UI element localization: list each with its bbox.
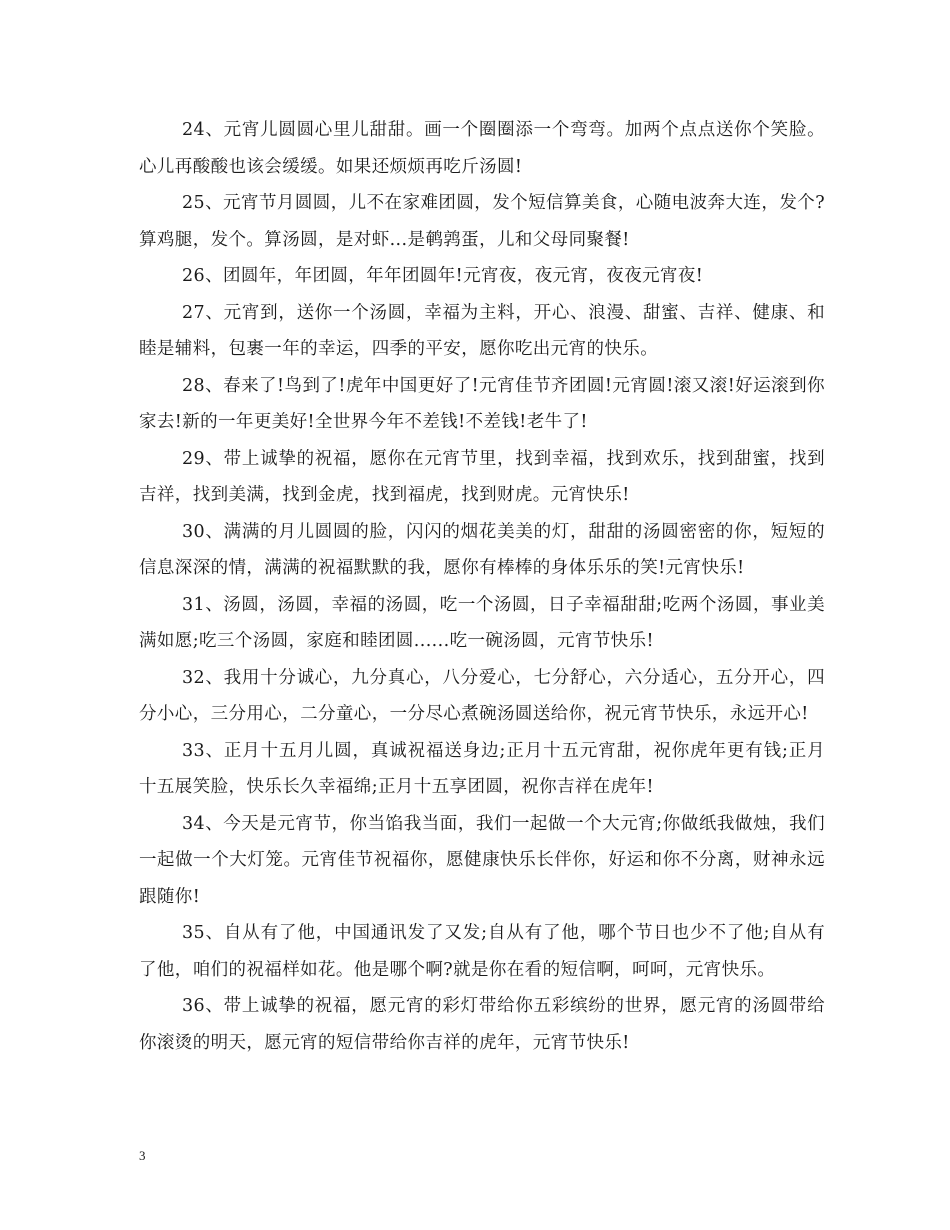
paragraph-35: 35、自从有了他，中国通讯发了又发;自从有了他，哪个节日也少不了他;自从有了他，咱们的祝福样如花。他是哪个啊?就是你在看的短信啊，呵呵，元宵快乐。 [139,923,825,980]
paragraph-36: 36、带上诚挚的祝福，愿元宵的彩灯带给你五彩缤纷的世界，愿元宵的汤圆带给你滚烫的明天，愿元宵的短信带给你吉祥的虎年，元宵节快乐! [139,996,825,1053]
paragraph-34: 34、今天是元宵节，你当馅我当面，我们一起做一个大元宵;你做纸我做烛，我们一起做一个大灯笼。元宵佳节祝福你，愿健康快乐长伴你，好运和你不分离，财神永远跟随你! [139,813,825,907]
paragraph-28: 28、春来了!鸟到了!虎年中国更好了!元宵佳节齐团圆!元宵圆!滚又滚!好运滚到你家去!新的一年更美好!全世界今年不差钱!不差钱!老牛了! [139,375,825,432]
paragraph-25: 25、元宵节月圆圆，儿不在家难团圆，发个短信算美食，心随电波奔大连，发个?算鸡腿，发个。算汤圆，是对虾...是鹌鹑蛋，儿和父母同聚餐! [139,193,825,250]
document-body [139,112,825,1061]
paragraph-27: 27、元宵到，送你一个汤圆，幸福为主料，开心、浪漫、甜蜜、吉祥、健康、和睦是辅料，包裹一年的幸运，四季的平安，愿你吃出元宵的快乐。 [139,302,825,359]
paragraph-31: 31、汤圆，汤圆，幸福的汤圆，吃一个汤圆，日子幸福甜甜;吃两个汤圆，事业美满如愿;吃三个汤圆，家庭和睦团圆......吃一碗汤圆，元宵节快乐! [139,594,825,651]
paragraph-33: 33、正月十五月儿圆，真诚祝福送身边;正月十五元宵甜，祝你虎年更有钱;正月十五展笑脸，快乐长久幸福绵;正月十五享团圆，祝你吉祥在虎年! [139,740,825,797]
paragraph-30: 30、满满的月儿圆圆的脸，闪闪的烟花美美的灯，甜甜的汤圆密密的你，短短的信息深深的情，满满的祝福默默的我，愿你有棒棒的身体乐乐的笑!元宵快乐! [139,521,825,578]
paragraph-26: 26、团圆年，年团圆，年年团圆年!元宵夜，夜元宵，夜夜元宵夜! [182,266,704,286]
page-number: 3 [139,1148,146,1163]
paragraph-24: 24、元宵儿圆圆心里儿甜甜。画一个圈圈添一个弯弯。加两个点点送你个笑脸。心儿再酸酸也该会缓缓。如果还烦烦再吃斤汤圆! [139,120,825,177]
paragraph-29: 29、带上诚挚的祝福，愿你在元宵节里，找到幸福，找到欢乐，找到甜蜜，找到吉祥，找到美满，找到金虎，找到福虎，找到财虎。元宵快乐! [139,448,825,505]
paragraph-32: 32、我用十分诚心，九分真心，八分爱心，七分舒心，六分适心，五分开心，四分小心，三分用心，二分童心，一分尽心煮碗汤圆送给你，祝元宵节快乐，永远开心! [139,667,825,724]
